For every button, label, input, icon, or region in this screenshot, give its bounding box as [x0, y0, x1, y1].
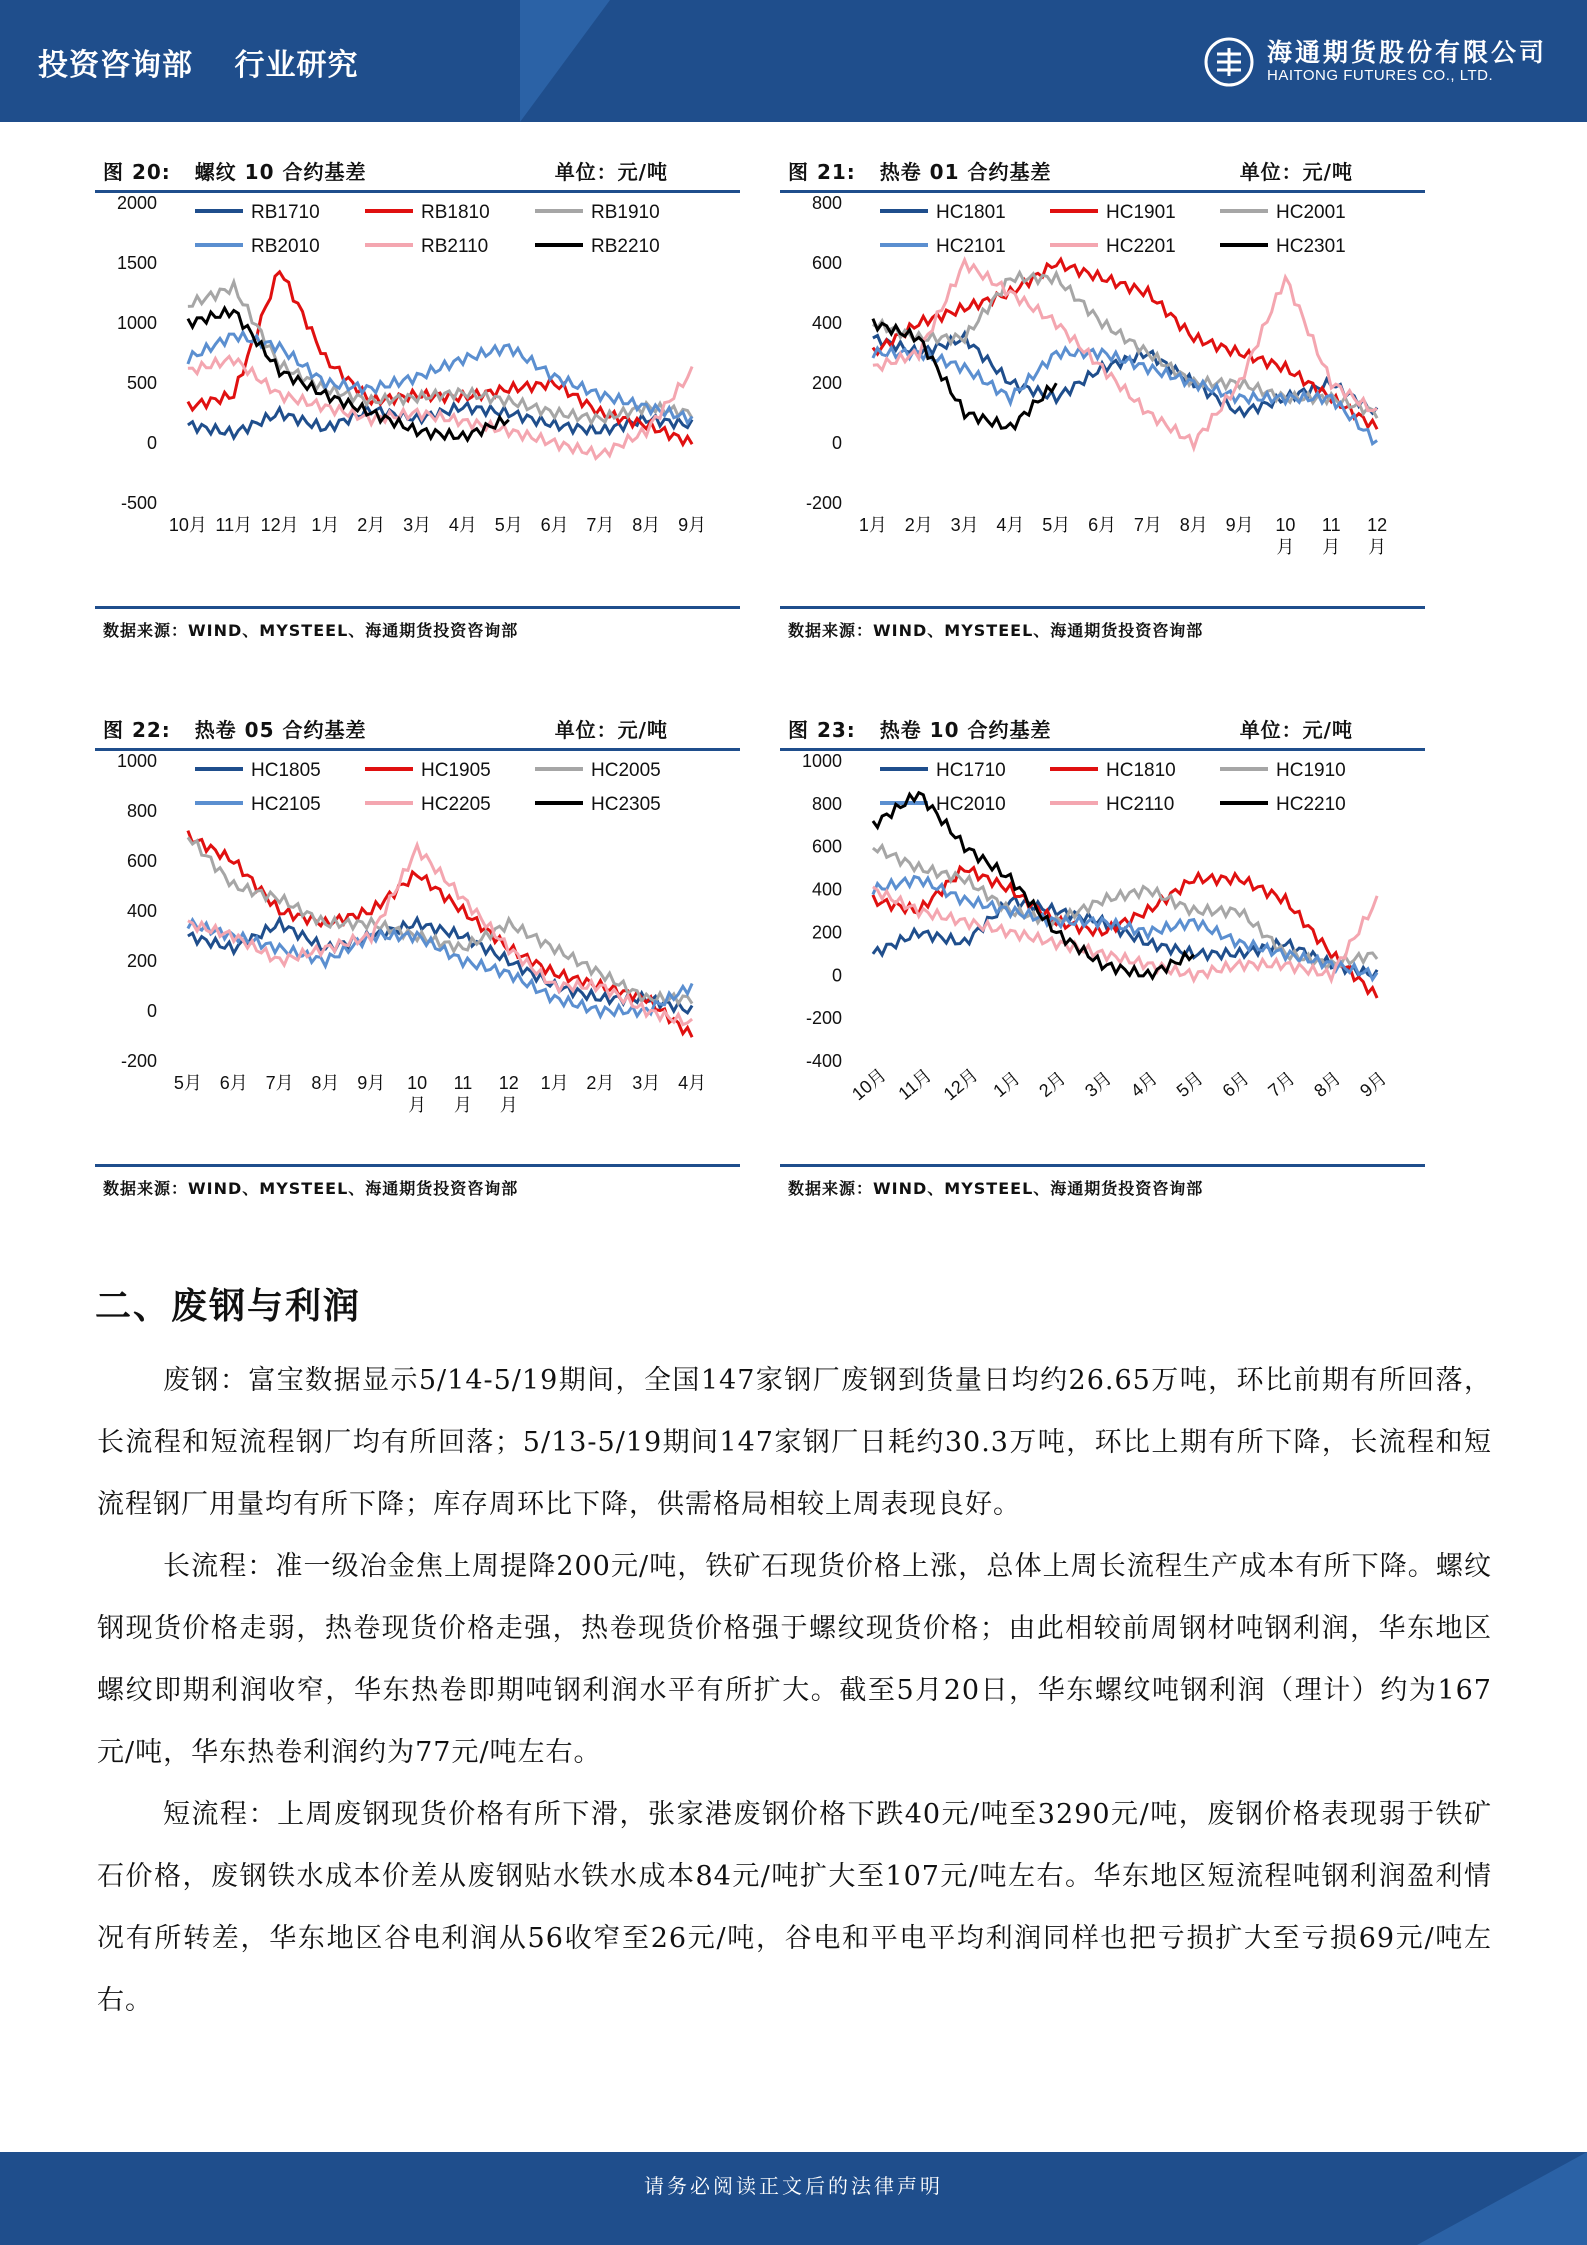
x-tick-label: 8月 [632, 515, 661, 535]
legend-entry: HC1905 [421, 760, 491, 781]
series-line-hc1910 [873, 846, 1377, 969]
x-tick-label: 12月 [939, 1064, 982, 1105]
y-tick-label: -200 [805, 493, 842, 513]
y-tick-label: 600 [126, 851, 157, 871]
legend-entry: HC1901 [1106, 202, 1176, 223]
x-tick-label: 3月 [950, 515, 979, 535]
y-tick-label: 200 [811, 922, 842, 943]
figure-title: 图 21: 热卷 01 合约基差 [788, 160, 1052, 184]
y-tick-label: 0 [146, 1001, 157, 1021]
x-tick-label: 5月 [1172, 1067, 1208, 1102]
legend-entry: HC2301 [1276, 236, 1346, 257]
x-tick-label: 3月 [403, 515, 432, 535]
x-tick-label: 5月 [494, 515, 523, 535]
header-section: 行业研究 [234, 48, 359, 83]
legend-entry: RB2210 [591, 236, 660, 257]
legend-entry: HC1801 [936, 202, 1006, 223]
section-heading: 二、废钢与利润 [95, 1286, 362, 1327]
x-tick-label: 1月 [858, 515, 887, 535]
x-tick-label: 4月 [996, 515, 1025, 535]
basis-chart-hc05 [95, 751, 740, 1161]
x-tick-label: 10 月 [407, 1073, 428, 1115]
y-tick-label: -200 [805, 1008, 842, 1029]
y-tick-label: 200 [811, 373, 842, 393]
legend-entry: HC2201 [1106, 236, 1176, 257]
paragraph-scrap: 废钢：富宝数据显示5/14-5/19期间，全国147家钢厂废钢到货量日均约26.65万吨，环比前期有所回落，长流程和短流程钢厂均有所回落；5/13-5/19期间147家钢厂日耗约30.3万吨，环比上期有所下降，长流程和短流程钢厂用量均有所下降；库存周环比下降，供需格局相较上周表现良好。 [97, 1365, 1492, 1520]
header-accent [520, 0, 610, 122]
body-text [97, 1350, 1492, 2032]
x-tick-label: 4月 [1126, 1067, 1162, 1102]
x-tick-label: 7月 [1133, 515, 1162, 535]
company-name-cn: 海通期货股份有限公司 [1266, 38, 1547, 67]
x-tick-label: 6月 [540, 515, 569, 535]
figure-source: 数据来源：WIND、MYSTEEL、海通期货投资咨询部 [788, 621, 1204, 640]
x-tick-label: 9月 [357, 1073, 386, 1093]
x-tick-label: 3月 [632, 1073, 661, 1093]
x-tick-label: 5月 [1042, 515, 1071, 535]
x-tick-label: 9月 [1356, 1067, 1391, 1102]
y-tick-label: 500 [126, 373, 157, 393]
figure-title: 图 23: 热卷 10 合约基差 [788, 718, 1052, 742]
legend-entry: RB1910 [591, 202, 660, 223]
legend-entry: HC1805 [251, 760, 321, 781]
y-tick-label: 0 [146, 433, 157, 453]
legend-entry: HC1810 [1106, 760, 1176, 781]
y-tick-label: 0 [831, 433, 842, 453]
figure-21 [780, 148, 1425, 658]
y-tick-label: -500 [120, 493, 157, 513]
y-tick-label: 800 [126, 801, 157, 821]
page-header [0, 0, 1587, 122]
legend-entry: HC2205 [421, 794, 491, 815]
haitong-logo-icon [1203, 36, 1255, 88]
y-tick-label: 400 [811, 313, 842, 333]
x-tick-label: 11月 [894, 1064, 936, 1104]
y-tick-label: 0 [831, 965, 842, 986]
x-tick-label: 8月 [311, 1073, 340, 1093]
y-tick-label: 1000 [801, 751, 842, 771]
x-tick-label: 7月 [586, 515, 615, 535]
legend-entry: RB1810 [421, 202, 490, 223]
x-tick-label: 4月 [678, 1073, 707, 1093]
x-tick-label: 9月 [678, 515, 707, 535]
company-logo [1203, 32, 1547, 92]
y-tick-label: 1500 [116, 253, 157, 273]
x-tick-label: 6月 [1218, 1067, 1253, 1102]
y-tick-label: 2000 [116, 193, 157, 213]
series-line-hc1810 [873, 867, 1377, 998]
x-tick-label: 6月 [219, 1073, 248, 1093]
y-tick-label: 200 [126, 951, 157, 971]
x-tick-label: 10月 [168, 515, 207, 535]
paragraph-short-process: 短流程：上周废钢现货价格有所下滑，张家港废钢价格下跌40元/吨至3290元/吨，废钢价格表现弱于铁矿石价格，废钢铁水成本价差从废钢贴水铁水成本84元/吨扩大至107元/吨左右。华东地区短流程吨钢利润盈利情况有所转差，华东地区谷电利润从56收窄至26元/吨，谷电和平电平均利润同样也把亏损扩大至亏损69元/吨左右。 [97, 1799, 1492, 2016]
legend-entry: RB2010 [251, 236, 320, 257]
y-tick-label: -200 [120, 1051, 157, 1071]
figure-unit: 单位：元/吨 [1239, 718, 1353, 742]
x-tick-label: 4月 [448, 515, 477, 535]
basis-chart-hc10 [780, 751, 1425, 1161]
y-tick-label: 400 [811, 879, 842, 900]
figure-source: 数据来源：WIND、MYSTEEL、海通期货投资咨询部 [103, 1179, 519, 1198]
legend-entry: HC2010 [936, 794, 1006, 815]
x-tick-label: 12月 [260, 515, 299, 535]
basis-chart-rb10 [95, 193, 740, 603]
y-tick-label: 800 [811, 193, 842, 213]
series-line-hc2010 [873, 877, 1377, 980]
figure-unit: 单位：元/吨 [554, 718, 668, 742]
figure-20 [95, 148, 740, 658]
x-tick-label: 8月 [1179, 515, 1208, 535]
series-line-hc2005 [188, 837, 692, 1003]
x-tick-label: 7月 [265, 1073, 294, 1093]
x-tick-label: 2月 [586, 1073, 615, 1093]
y-tick-label: 600 [811, 836, 842, 857]
x-tick-label: 11 月 [1321, 515, 1341, 557]
legend-entry: RB2110 [421, 236, 489, 257]
series-line-hc2101 [873, 348, 1377, 444]
figure-source: 数据来源：WIND、MYSTEEL、海通期货投资咨询部 [788, 1179, 1204, 1198]
series-line-hc2201 [873, 260, 1377, 448]
x-tick-label: 10 月 [1275, 515, 1296, 557]
legend-entry: HC2001 [1276, 202, 1346, 223]
x-tick-label: 1月 [989, 1067, 1024, 1102]
y-tick-label: 400 [126, 901, 157, 921]
company-name-en: HAITONG FUTURES CO., LTD. [1266, 67, 1494, 84]
legend-entry: HC2005 [591, 760, 661, 781]
legal-notice: 请务必阅读正文后的法律声明 [644, 2174, 943, 2198]
figure-22 [95, 706, 740, 1216]
page-footer [0, 2152, 1587, 2245]
x-tick-label: 10月 [848, 1064, 891, 1105]
basis-chart-hc01 [780, 193, 1425, 603]
figure-title: 图 22: 热卷 05 合约基差 [103, 718, 367, 742]
figure-unit: 单位：元/吨 [1239, 160, 1353, 184]
legend-entry: HC2210 [1276, 794, 1346, 815]
series-line-hc1805 [188, 918, 692, 1013]
figure-source: 数据来源：WIND、MYSTEEL、海通期货投资咨询部 [103, 621, 519, 640]
x-tick-label: 3月 [1081, 1067, 1116, 1102]
legend-entry: HC2101 [936, 236, 1006, 257]
series-line-hc2210 [873, 793, 1194, 978]
paragraph-long-process: 长流程：准一级冶金焦上周提降200元/吨，铁矿石现货价格上涨，总体上周长流程生产成本有所下降。螺纹钢现货价格走弱，热卷现货价格走强，热卷现货价格强于螺纹现货价格；由此相较前周钢材吨钢利润，华东地区螺纹即期利润收窄，华东热卷即期吨钢利润水平有所扩大。截至5月20日，华东螺纹吨钢利润（理计）约为167元/吨，华东热卷利润约为77元/吨左右。 [97, 1551, 1492, 1768]
x-tick-label: 11月 [215, 515, 253, 535]
legend-entry: HC2305 [591, 794, 661, 815]
y-tick-label: 1000 [116, 313, 157, 333]
x-tick-label: 7月 [1264, 1067, 1299, 1102]
x-tick-label: 2月 [357, 515, 386, 535]
header-left [38, 40, 388, 84]
x-tick-label: 1月 [540, 1073, 569, 1093]
x-tick-label: 12 月 [498, 1073, 519, 1115]
figure-23 [780, 706, 1425, 1216]
header-dept: 投资咨询部 [38, 48, 193, 83]
y-tick-label: 800 [811, 793, 842, 814]
legend-entry: HC1710 [936, 760, 1006, 781]
legend-entry: HC2105 [251, 794, 321, 815]
x-tick-label: 1月 [311, 515, 340, 535]
x-tick-label: 5月 [173, 1073, 202, 1093]
x-tick-label: 2月 [904, 515, 933, 535]
x-tick-label: 9月 [1225, 515, 1254, 535]
x-tick-label: 11 月 [453, 1073, 473, 1115]
legend-entry: HC2110 [1106, 794, 1175, 815]
figure-unit: 单位：元/吨 [554, 160, 668, 184]
x-tick-label: 8月 [1310, 1067, 1345, 1102]
y-tick-label: -400 [805, 1051, 842, 1071]
y-tick-label: 1000 [116, 751, 157, 771]
x-tick-label: 6月 [1088, 515, 1117, 535]
y-tick-label: 600 [811, 253, 842, 273]
x-tick-label: 12 月 [1367, 515, 1388, 557]
legend-entry: RB1710 [251, 202, 320, 223]
figure-title: 图 20: 螺纹 10 合约基差 [103, 160, 367, 184]
x-tick-label: 2月 [1035, 1067, 1070, 1102]
legend-entry: HC1910 [1276, 760, 1346, 781]
